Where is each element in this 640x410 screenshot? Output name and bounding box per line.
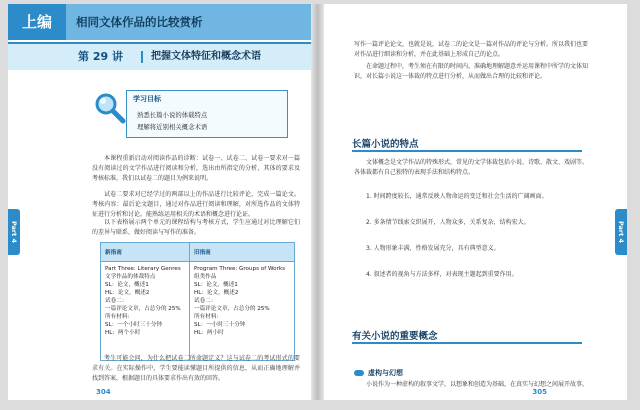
cell-line: HL：两小时 (193, 330, 224, 336)
section-underline (352, 150, 582, 152)
cell-line: SL：一个小时三十分钟 (105, 322, 163, 328)
book-spine (311, 4, 324, 400)
cell-line: 所有材料： (105, 314, 133, 320)
cell-line: HL：论文，概述2 (105, 290, 150, 296)
cell-line: HL：两个小时 (105, 330, 141, 336)
right-page (324, 4, 627, 400)
body-paragraph: 1. 时间跨度较长，通常反映人物命运的变迁和社会生活的广阔画面。 (366, 193, 548, 200)
body-paragraph: 3. 人物形象丰满，性格发展充分，具有典型意义。 (366, 245, 500, 252)
side-tab-label: Part 4 (617, 220, 626, 244)
lecture-divider (141, 51, 143, 63)
cell-line: 组类作品 (193, 274, 217, 280)
cell-line: SL：论文，概述1 (105, 282, 149, 288)
cell-line: 所有材料： (193, 314, 222, 320)
syllabus-comparison-table (100, 242, 295, 361)
cell-line: Program Three: Groups of Works (193, 266, 286, 272)
subsection-heading (354, 368, 403, 378)
body-paragraph: 本课程重新启动对阅读作品的诊断：试卷一、试卷二、试卷一要求对一篇没有阅读过的文学作品进行阅读和分析，选出由所指定的分析，其体的要求及考核标准，我们以试卷二的题目为例来说明。 (92, 155, 300, 182)
body-paragraph: 2. 多条情节线索交织展开，人物众多，关系复杂，结构宏大。 (366, 219, 530, 226)
part-side-tab[interactable] (615, 209, 627, 255)
side-tab-label: Part 4 (10, 220, 19, 244)
cell-line: 试卷二： (105, 298, 128, 304)
body-paragraph: 文体概念是文学作品的特殊形式，常见的文学体裁包括小说、诗歌、散文、戏剧等。各体裁都有自己独特的表现手法和结构特点。 (354, 159, 589, 176)
cell-line: 试卷二： (193, 298, 217, 304)
section-heading: 长篇小说的特点 (352, 139, 419, 150)
body-paragraph: 考生可能会问，为什么把试卷二所命题定义？这与试卷二的考试形式的要求有关。在实际操作中，学生要能读懂题目所提供的信息，从而正确地理解并找到答案，根据题目的具体要求作出有效的回答。 (92, 355, 300, 382)
learning-goal-item: 理解将近别相关概念术语 (137, 123, 208, 131)
table-header: 新指南 (101, 243, 190, 262)
cell-line: SL：一小时三十分钟 (193, 322, 246, 328)
cell-line: 文学作品的体裁特点 (105, 274, 156, 280)
cell-line: SL：论文，概述1 (193, 282, 238, 288)
body-paragraph: 以下表格展示两个单元的课程结构与考核方式，学生应通过对比理解它们的差异与联系，做好阅读与写作的准备。 (92, 219, 300, 236)
cell-line: 一篇评论文章，占总分的 25% (193, 306, 270, 312)
learning-goals-heading: 学习目标 (133, 95, 161, 103)
part-side-tab[interactable] (8, 209, 20, 255)
bullet-icon (354, 370, 364, 376)
lecture-header (8, 42, 311, 70)
learning-goals-box (126, 90, 288, 138)
cell-line: Part Three: Literary Genres (105, 266, 181, 272)
subsection-title: 虚构与幻想 (368, 369, 403, 377)
body-paragraph: 在命题过程中，考生须在有限的时间内，准确地理解题意并运用课程中所学的文体知识，对长篇小说这一体裁的特点进行分析，从而做出合理的比较和评论。 (354, 63, 589, 80)
learning-goal-item: 熟悉长篇小说的体载特点 (137, 111, 208, 119)
magnifier-icon (92, 90, 126, 124)
left-page (8, 4, 311, 400)
lecture-number: 第 29 讲 (78, 50, 123, 63)
body-paragraph: 写作一篇评论论文，也就是说，试卷二的论文是一篇对作品的评论与分析。所以我们也要对作品进行细读和分析，并在此基础上形成自己的论点。 (354, 41, 589, 58)
section-underline (352, 342, 582, 344)
chapter-title: 相同文体作品的比较赏析 (76, 15, 203, 29)
body-paragraph: 小说作为一种虚构的叙事文学，以想象和创造为基础，在真实与幻想之间展开故事。 (366, 381, 589, 388)
table-cell (101, 262, 190, 361)
cell-line: HL：论文，概述2 (193, 290, 239, 296)
table-cell (189, 262, 294, 361)
page-number: 305 (532, 388, 547, 396)
lecture-title: 把握文体特征和概念术语 (151, 51, 261, 62)
table-header: 旧指南 (189, 243, 294, 262)
section-heading: 有关小说的重要概念 (352, 331, 438, 342)
page-number: 304 (96, 388, 111, 396)
cell-line: 一篇评论文章，占总分的 25% (105, 306, 181, 312)
body-paragraph: 试卷二要求对已经学过的两部以上的作品进行比较评论，完成一篇论文。考核内容：最后论文题目，通过对作品进行阅读和理解，对所选作品的文体特征进行分析和讨论。能熟练运用相关的术语和概念进行论证。 (92, 191, 300, 218)
part-label: 上编 (8, 4, 66, 40)
chapter-header-band (8, 4, 311, 40)
body-paragraph: 4. 叙述者的视角与方法多样，对表现主题起到重要作用。 (366, 271, 518, 278)
